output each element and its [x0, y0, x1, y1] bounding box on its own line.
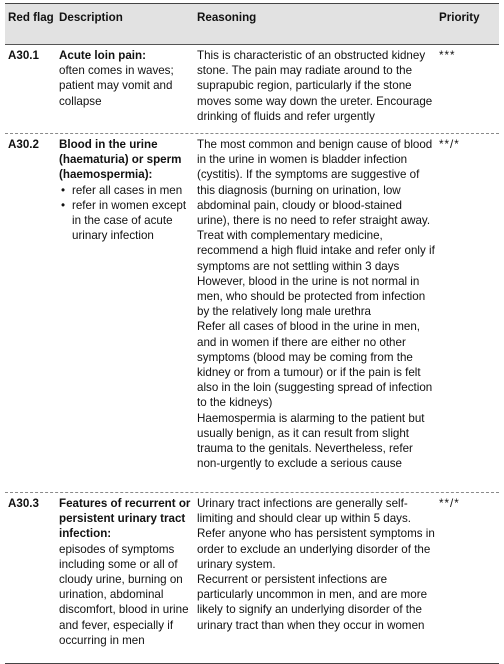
description-text: often comes in waves; patient may vomit and collapse	[59, 64, 174, 108]
description-cell	[59, 493, 197, 663]
table-row	[5, 133, 499, 492]
list-item: • refer all cases in men	[72, 183, 195, 198]
header-description: Description	[59, 11, 123, 24]
priority-value: **/*	[439, 138, 460, 151]
reasoning-cell	[197, 45, 439, 133]
red-flag-code: A30.3	[8, 497, 39, 510]
red-flag-code: A30.1	[8, 49, 39, 62]
reasoning-paragraph: Refer all cases of blood in the urine in men, and in women if there are either no other symptoms (blood may be coming from the kidney or from a tumour) or if the pain is felt also in the loin (suggesting spread of infection to the kidneys)	[197, 320, 433, 410]
reasoning-cell	[197, 493, 439, 663]
red-flag-code: A30.2	[8, 138, 39, 151]
reasoning-paragraph: Urinary tract infections are generally self-limiting and should clear up within 5 days. Refer anyone who has persistent symptoms in order to exclude an underlying disorder of the urinary system.	[197, 497, 435, 571]
description-cell	[59, 134, 197, 492]
description-title: Acute loin pain:	[59, 49, 146, 62]
reasoning-paragraph: Recurrent or persistent infections are particularly uncommon in men, and are more likely to signify an underlying disorder of the urinary tract than when they occur in women	[197, 573, 428, 632]
description-title: Features of recurrent or persistent urinary tract infection:	[59, 497, 191, 541]
header-reasoning: Reasoning	[197, 11, 257, 24]
priority-value: ***	[439, 49, 456, 62]
reasoning-paragraph: This is characteristic of an obstructed kidney stone. The pain may radiate around to the suprapubic region, particularly if the stone moves some way down the ureter. Encourage drinking of fluids and refer urgently	[197, 49, 433, 123]
reasoning-paragraph: Haemospermia is alarming to the patient but usually benign, as it can result from slight trauma to the genitals. Nevertheless, refer non-urgently to exclude a serious cause	[197, 411, 425, 471]
description-title: Blood in the urine (haematuria) or sperm (haemospermia):	[59, 138, 182, 182]
list-item: • refer in women except in the case of acute urinary infection	[72, 198, 195, 244]
table-header	[5, 4, 499, 45]
priority-value: **/*	[439, 497, 460, 510]
reasoning-cell	[197, 134, 439, 492]
reasoning-paragraph: However, blood in the urine is not normal in men, who should be protected from infection by the relatively long male urethra	[197, 274, 426, 319]
description-bullets	[59, 183, 195, 244]
reasoning-paragraph: The most common and benign cause of blood in the urine in women is bladder infection (cystitis). If the symptoms are suggestive of this diagnosis (burning on urination, low abdominal pain, cloudy or blood-stained urine), there is no need to refer straight away. Treat with complementary medicine, recommend a high fluid intake and refer only if symptoms are not settling within 3 days	[197, 138, 435, 273]
description-cell	[59, 45, 197, 133]
header-red-flag: Red flag	[8, 11, 54, 24]
description-text: episodes of symptoms including some or all of cloudy urine, burning on urination, abdominal discomfort, blood in urine and fever, especially if occurring in men	[59, 542, 189, 647]
header-priority: Priority	[439, 11, 480, 24]
red-flag-table	[5, 3, 499, 664]
table-row	[5, 492, 499, 663]
table-row	[5, 45, 499, 133]
